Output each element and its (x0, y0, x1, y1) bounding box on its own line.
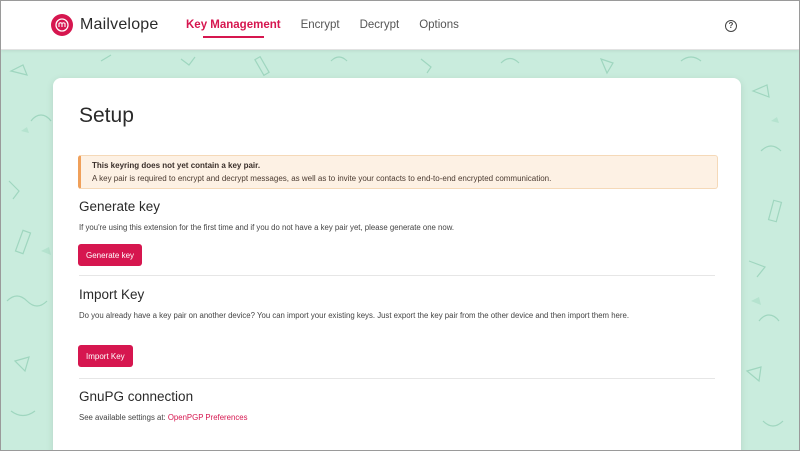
section-divider (79, 378, 715, 379)
import-key-button[interactable]: Import Key (78, 345, 133, 367)
brand[interactable] (51, 14, 158, 36)
tab-key-management[interactable]: Key Management (186, 1, 281, 49)
gnupg-label: See available settings at: (79, 413, 166, 422)
main-nav (186, 1, 479, 49)
gnupg-text (79, 411, 715, 424)
section-divider (79, 275, 715, 276)
tab-options[interactable]: Options (419, 19, 459, 31)
alert-text: A key pair is required to encrypt and decrypt messages, as well as to invite your contacts to end-to-end encrypted communication. (92, 174, 552, 183)
mailvelope-logo-icon (51, 14, 73, 36)
alert-title: This keyring does not yet contain a key pair. (92, 161, 261, 170)
setup-card (53, 78, 741, 451)
tab-encrypt[interactable]: Encrypt (300, 19, 340, 31)
help-icon[interactable]: ? (725, 20, 737, 32)
page-title: Setup (79, 104, 134, 127)
import-key-text: Do you already have a key pair on another device? You can import your existing keys. Just export the key pair from the other device and then import them here. (79, 311, 629, 320)
generate-key-text: If you're using this extension for the first time and if you do not have a key pair yet, please generate one now. (79, 223, 455, 232)
gnupg-heading: GnuPG connection (79, 389, 194, 404)
tab-decrypt[interactable]: Decrypt (359, 19, 400, 31)
openpgp-preferences-link[interactable]: OpenPGP Preferences (167, 413, 248, 422)
no-keypair-alert (78, 155, 718, 189)
generate-key-button[interactable]: Generate key (78, 244, 142, 266)
import-key-heading: Import Key (79, 287, 145, 302)
app-name: Mailvelope (80, 16, 159, 33)
generate-key-heading: Generate key (79, 199, 161, 214)
top-navbar (1, 1, 799, 50)
